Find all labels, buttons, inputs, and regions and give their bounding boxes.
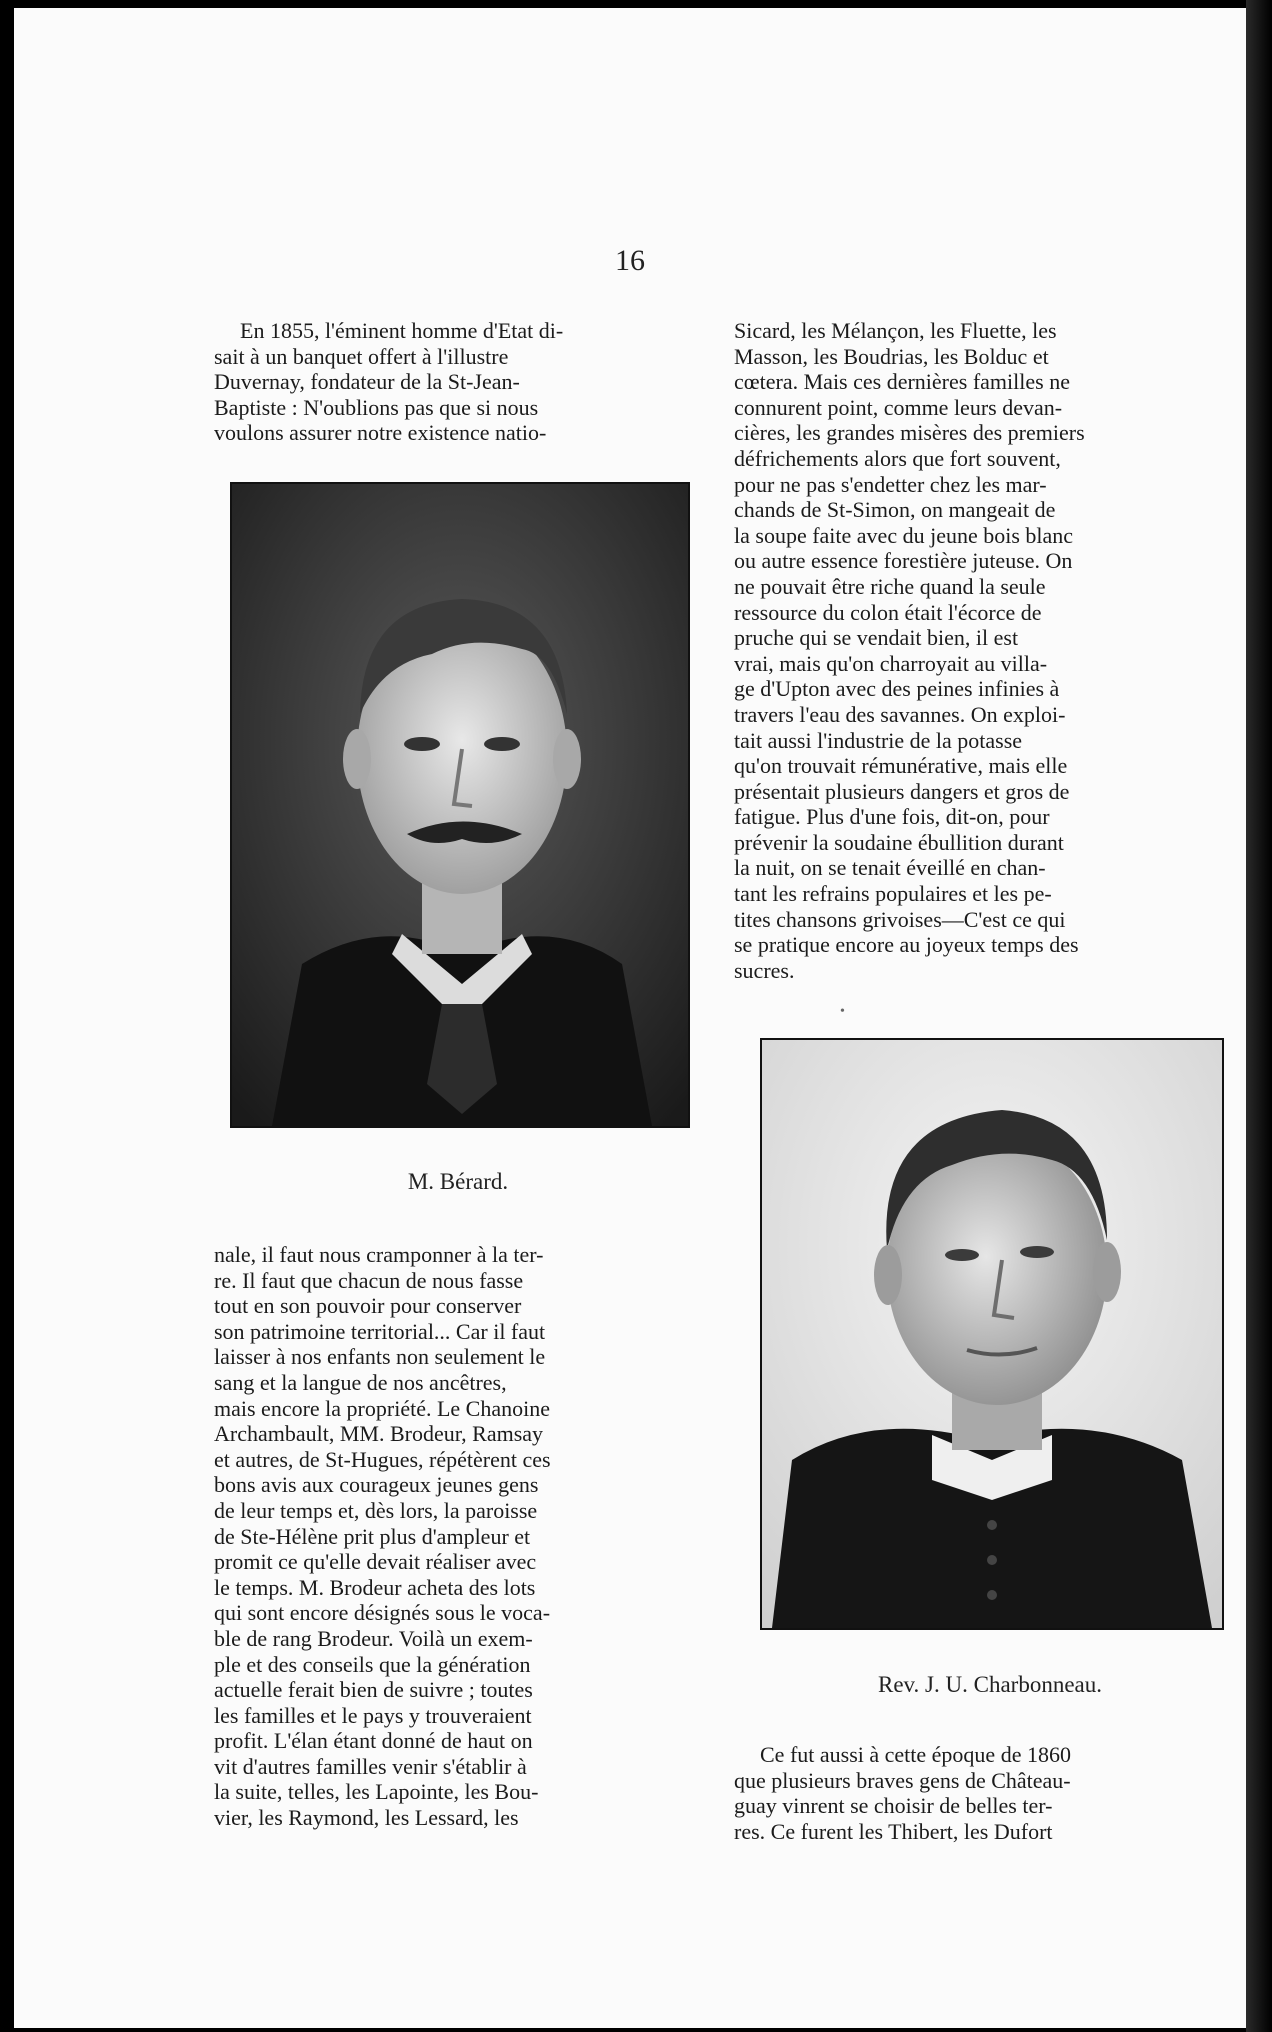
print-speck: • <box>840 1004 845 1019</box>
caption-charbonneau: Rev. J. U. Charbonneau. <box>878 1672 1102 1697</box>
right-column-bottom <box>734 1742 1230 1844</box>
left-column-bottom <box>214 1242 704 1831</box>
page-number: 16 <box>615 244 645 277</box>
caption-berard: M. Bérard. <box>407 1169 509 1194</box>
portrait-charbonneau-image <box>762 1040 1222 1628</box>
left-column-top <box>214 318 714 446</box>
paragraph-left-top: En 1855, l'éminent homme d'Etat di- sait à un banquet offert à l'illustre Duvernay, fondateur de la St-Jean- Baptiste : N'oublions pas que si nous voulons assurer notre existence natio- <box>214 318 564 446</box>
book-page <box>14 8 1246 2028</box>
paragraph-left-bottom: nale, il faut nous cramponner à la ter- re. Il faut que chacun de nous fasse tout en son pouvoir pour conserver son patrimoine territorial... Car il faut laisser à nos enfants non seulement le sang et la langue de nos ancêtres, mais encore la propriété. Le Chanoine Archambault, MM. Brodeur, Ramsay et autres, de St-Hugues, répétèrent ces bons avis aux courageux jeunes gens de leur temps et, dès lors, la paroisse de Ste-Hélène prit plus d'ampleur et promit ce qu'elle devait réaliser avec le temps. M. Brodeur acheta des lots qui sont encore désignés sous le voca- ble de rang Brodeur. Voilà un exem- ple et des conseils que la génération actuelle ferait bien de suivre ; toutes les familles et le pays y trouveraient profit. L'élan étant donné de haut on vit d'autres familles venir s'établir à la suite, telles, les Lapointe, les Bou- vier, les Raymond, les Lessard, les <box>214 1242 551 1831</box>
portrait-charbonneau <box>760 1038 1224 1630</box>
paragraph-right-bottom: Ce fut aussi à cette époque de 1860 que plusieurs braves gens de Château- guay vinrent se choisir de belles ter- res. Ce furent les Thibert, les Dufort <box>734 1742 1071 1844</box>
paragraph-right-top: Sicard, les Mélançon, les Fluette, les Masson, les Boudrias, les Bolduc et cœtera. Mais ces dernières familles ne connurent point, comme leurs devan- cières, les grandes misères des premiers défrichements alors que fort souvent, pour ne pas s'endetter chez les mar- chands de St-Simon, on mangeait de la soupe faite avec du jeune bois blanc ou autre essence forestière juteuse. On ne pouvait être riche quand la seule ressource du colon était l'écorce de pruche qui se vendait bien, il est vrai, mais qu'on charroyait au villa- ge d'Upton avec des peines infinies à travers l'eau des savannes. On exploi- tait aussi l'industrie de la potasse qu'on trouvait rémunérative, mais elle présentait plusieurs dangers et gros de fatigue. Plus d'une fois, dit-on, pour prévenir la soudaine ébullition durant la nuit, on se tenait éveillé en chan- tant les refrains populaires et les pe- tites chansons grivoises—C'est ce qui se pratique encore au joyeux temps des sucres. <box>734 318 1085 983</box>
right-column-top <box>734 318 1230 983</box>
page-edge-shadow <box>1246 0 1272 2032</box>
portrait-berard <box>230 482 690 1128</box>
portrait-berard-image <box>232 484 688 1126</box>
